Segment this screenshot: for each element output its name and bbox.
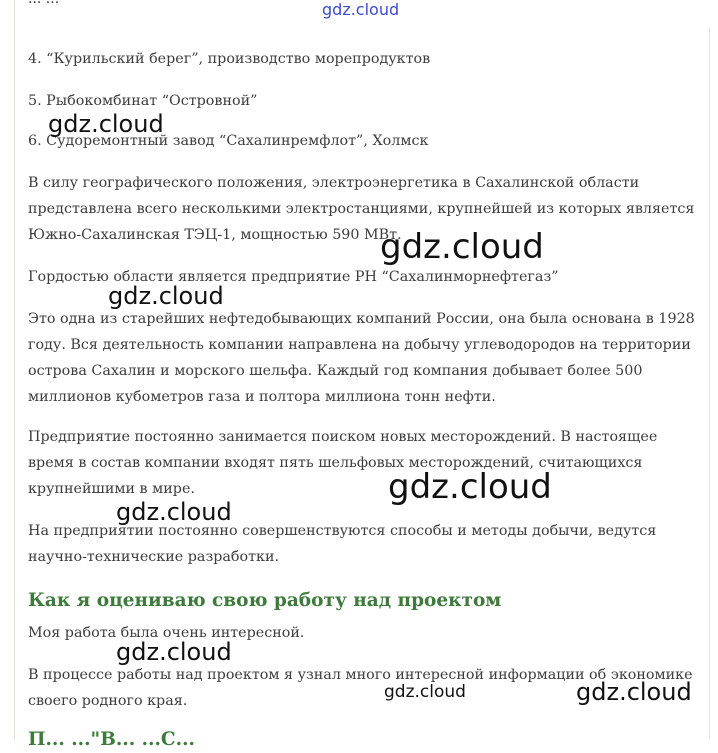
paragraph-learned: В процессе работы над проектом я узнал много интересной информации об экономике своего родного края. xyxy=(28,667,693,709)
watermark: gdz.cloud xyxy=(108,282,224,310)
watermark: gdz.cloud xyxy=(576,678,692,706)
cut-off-top-line xyxy=(28,0,59,7)
section-heading: Как я оцениваю свою работу над проектом xyxy=(28,590,502,611)
paragraph-work-interesting: Моя работа была очень интересной. xyxy=(28,625,305,641)
next-heading-cut-off: П... ..."В... ...С... xyxy=(28,729,195,750)
watermark: gdz.cloud xyxy=(116,638,232,666)
paragraph-company-history: Это одна из старейших нефтедобывающих компаний России, она была основана в 1928 году. Вся деятельность компании направлена на добычу углеводородов на территории острова Сахалин и морского шельфа. Каждый год компания добывает более 500 миллионов кубометров газа и полтора миллиона тонн нефти. xyxy=(28,311,695,405)
paragraph-electricity: В силу географического положения, электроэнергетика в Сахалинской области представлена всего несколькими электростанциями, крупнейшей из которых является Южно-Сахалинская ТЭЦ-1, мощностью 590 МВт. xyxy=(28,175,695,243)
watermark: gdz.cloud xyxy=(388,467,552,507)
paragraph-methods: На предприятии постоянно совершенствуются способы и методы добычи, ведутся научно-технические разработки. xyxy=(28,523,657,565)
left-border-line xyxy=(14,0,15,739)
right-border-line xyxy=(709,28,710,739)
watermark: gdz.cloud xyxy=(48,110,164,138)
list-item-5: 5. Рыбокомбинат “Островной” xyxy=(28,93,258,109)
watermark: gdz.cloud xyxy=(384,682,466,702)
paragraph-pride: Гордостью области является предприятие РН “Сахалинморнефтегаз” xyxy=(28,269,559,285)
watermark: gdz.cloud xyxy=(116,498,232,526)
paragraph-fields: Предприятие постоянно занимается поиском новых месторождений. В настоящее время в состав компании входят пять шельфовых месторождений, считающихся крупнейшими в мире. xyxy=(28,429,658,497)
list-item-4: 4. “Курильский берег”, производство морепродуктов xyxy=(28,51,431,67)
watermark-top: gdz.cloud xyxy=(322,0,400,19)
list-item-6: 6. Судоремонтный завод “Сахалинремфлот”, Холмск xyxy=(28,133,429,149)
watermark: gdz.cloud xyxy=(380,227,544,267)
